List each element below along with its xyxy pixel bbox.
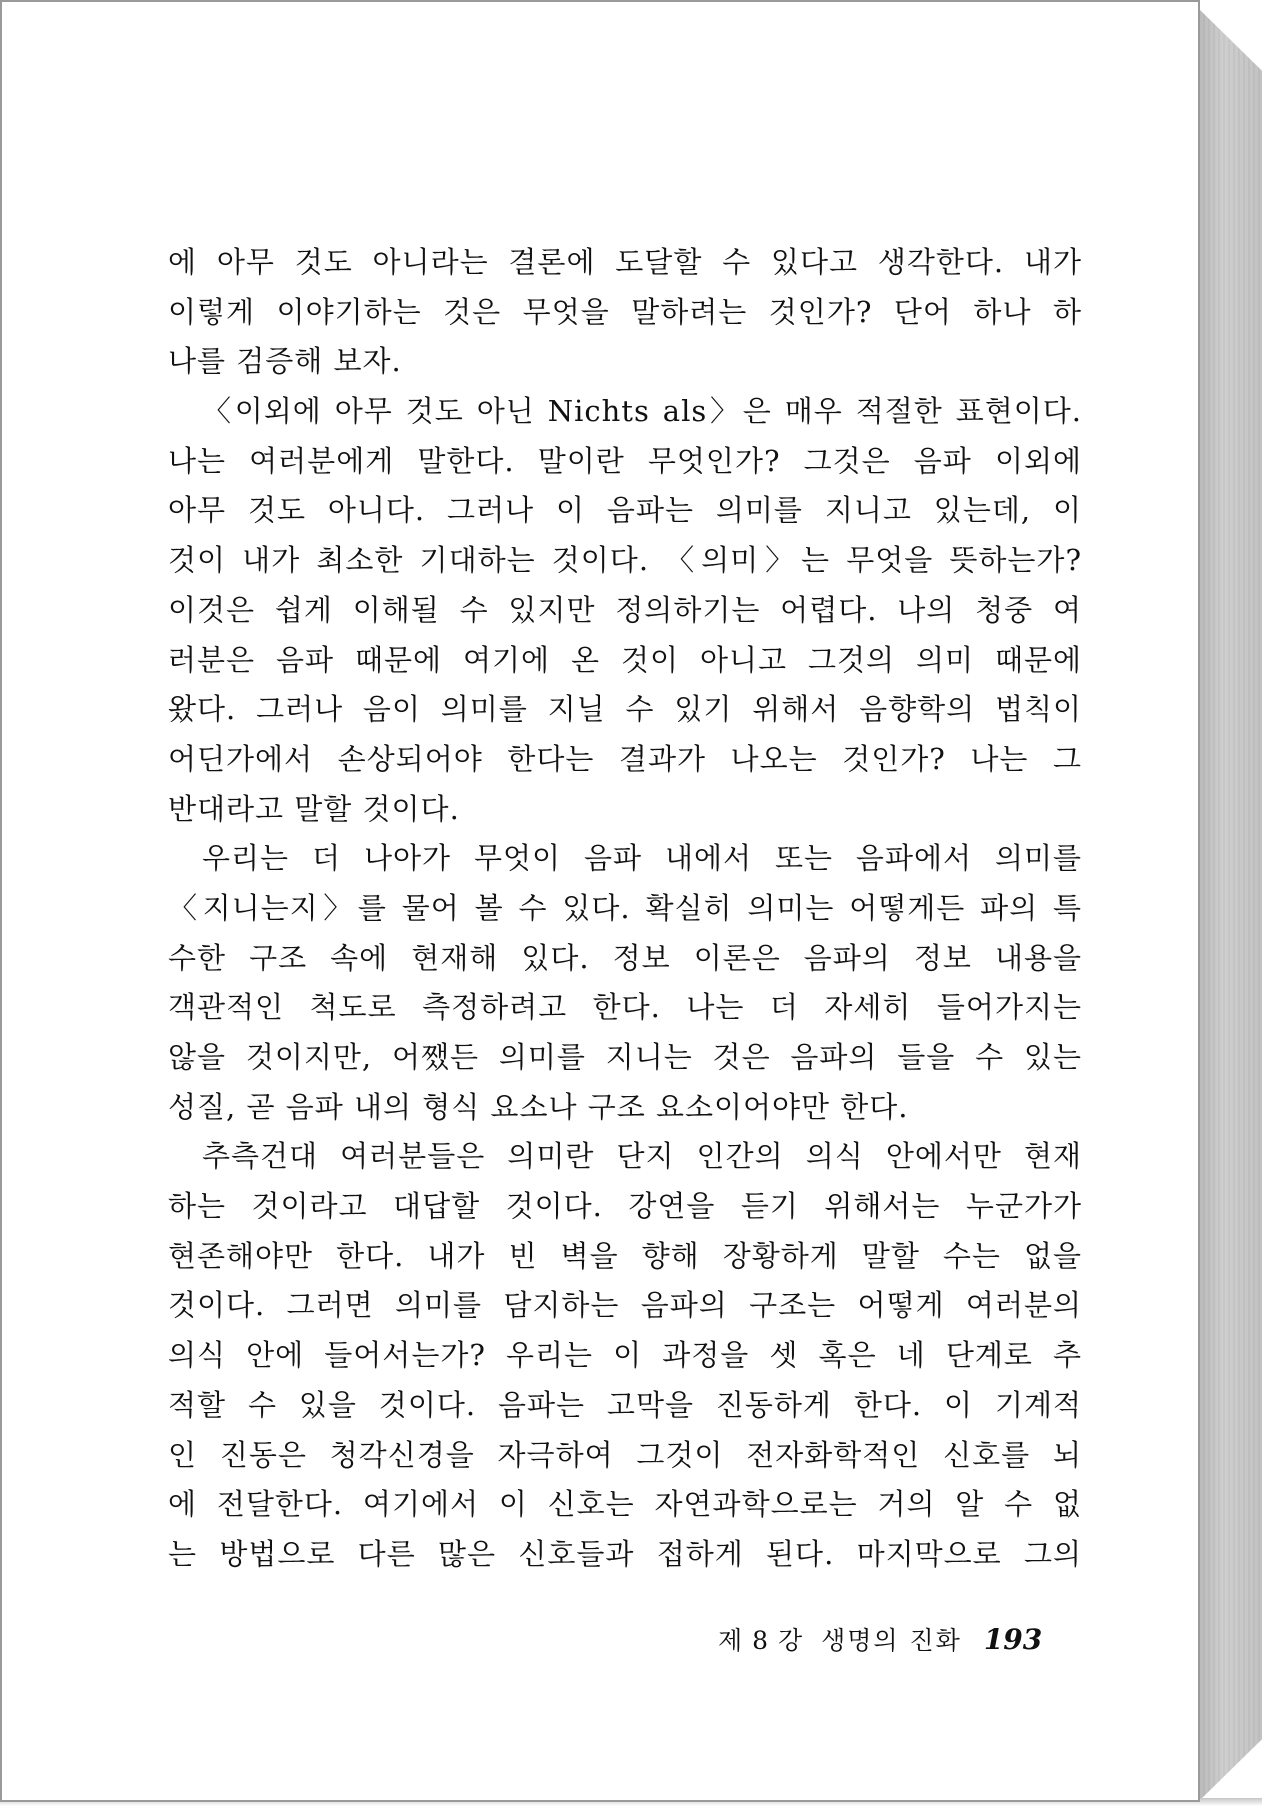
page-stack-edge — [1198, 8, 1262, 1802]
text-line: 왔다. 그러나 음이 의미를 지닐 수 있기 위해서 음향학의 법칙이 — [168, 692, 1082, 727]
text-line: 하는 것이라고 대답할 것이다. 강연을 듣기 위해서는 누군가가 — [168, 1189, 1082, 1224]
text-line: 의식 안에 들어서는가? 우리는 이 과정을 셋 혹은 네 단계로 추 — [168, 1338, 1082, 1373]
text-line: 어딘가에서 손상되어야 한다는 결과가 나오는 것인가? 나는 그 — [168, 741, 1082, 776]
text-line: 인 진동은 청각신경을 자극하여 그것이 전자화학적인 신호를 뇌 — [168, 1437, 1082, 1472]
text-line: 현존해야만 한다. 내가 빈 벽을 향해 장황하게 말할 수는 없을 — [168, 1238, 1082, 1273]
text-line: 〈지니는지〉를 물어 볼 수 있다. 확실히 의미는 어떻게든 파의 특 — [168, 890, 1082, 925]
text-line: 것이 내가 최소한 기대하는 것이다. 〈의미〉는 무엇을 뜻하는가? — [168, 543, 1082, 578]
text-line: 에 아무 것도 아니라는 결론에 도달할 수 있다고 생각한다. 내가 — [168, 245, 1082, 279]
page-number: 193 — [983, 1623, 1043, 1656]
text-line: 객관적인 척도로 측정하려고 한다. 나는 더 자세히 들어가지는 — [168, 990, 1082, 1025]
text-line: 성질, 곧 음파 내의 형식 요소나 구조 요소이어야만 한다. — [168, 1089, 909, 1124]
running-footer — [718, 1620, 1058, 1660]
text-line: 나는 여러분에게 말한다. 말이란 무엇인가? 그것은 음파 이외에 — [168, 443, 1082, 478]
text-line: 추측건대 여러분들은 의미란 단지 인간의 의식 안에서만 현재 — [202, 1139, 1082, 1174]
text-line: 반대라고 말할 것이다. — [168, 791, 460, 826]
body-text — [168, 238, 1082, 1580]
text-line: 〈이외에 아무 것도 아닌 Nichts als〉은 매우 적절한 표현이다. — [202, 394, 1082, 429]
text-line: 는 방법으로 다른 많은 신호들과 접하게 된다. 마지막으로 그의 — [168, 1536, 1082, 1571]
text-line: 이것은 쉽게 이해될 수 있지만 정의하기는 어렵다. 나의 청중 여 — [168, 592, 1082, 627]
text-line: 러분은 음파 때문에 여기에 온 것이 아니고 그것의 의미 때문에 — [168, 642, 1082, 677]
text-line: 에 전달한다. 여기에서 이 신호는 자연과학으로는 거의 알 수 없 — [168, 1487, 1082, 1522]
text-line: 이렇게 이야기하는 것은 무엇을 말하려는 것인가? 단어 하나 하 — [168, 294, 1082, 329]
text-line: 우리는 더 나아가 무엇이 음파 내에서 또는 음파에서 의미를 — [202, 841, 1082, 876]
chapter-title: 생명의 진화 — [821, 1626, 962, 1655]
text-line: 수한 구조 속에 현재해 있다. 정보 이론은 음파의 정보 내용을 — [168, 940, 1082, 975]
text-line: 않을 것이지만, 어쨌든 의미를 지니는 것은 음파의 들을 수 있는 — [168, 1040, 1082, 1074]
text-line: 것이다. 그러면 의미를 담지하는 음파의 구조는 어떻게 여러분의 — [168, 1288, 1082, 1323]
chapter-label: 제 8 강 — [718, 1626, 804, 1655]
text-line: 적할 수 있을 것이다. 음파는 고막을 진동하게 한다. 이 기계적 — [168, 1387, 1082, 1422]
text-line: 아무 것도 아니다. 그러나 이 음파는 의미를 지니고 있는데, 이 — [168, 493, 1082, 528]
text-line: 나를 검증해 보자. — [168, 344, 402, 379]
